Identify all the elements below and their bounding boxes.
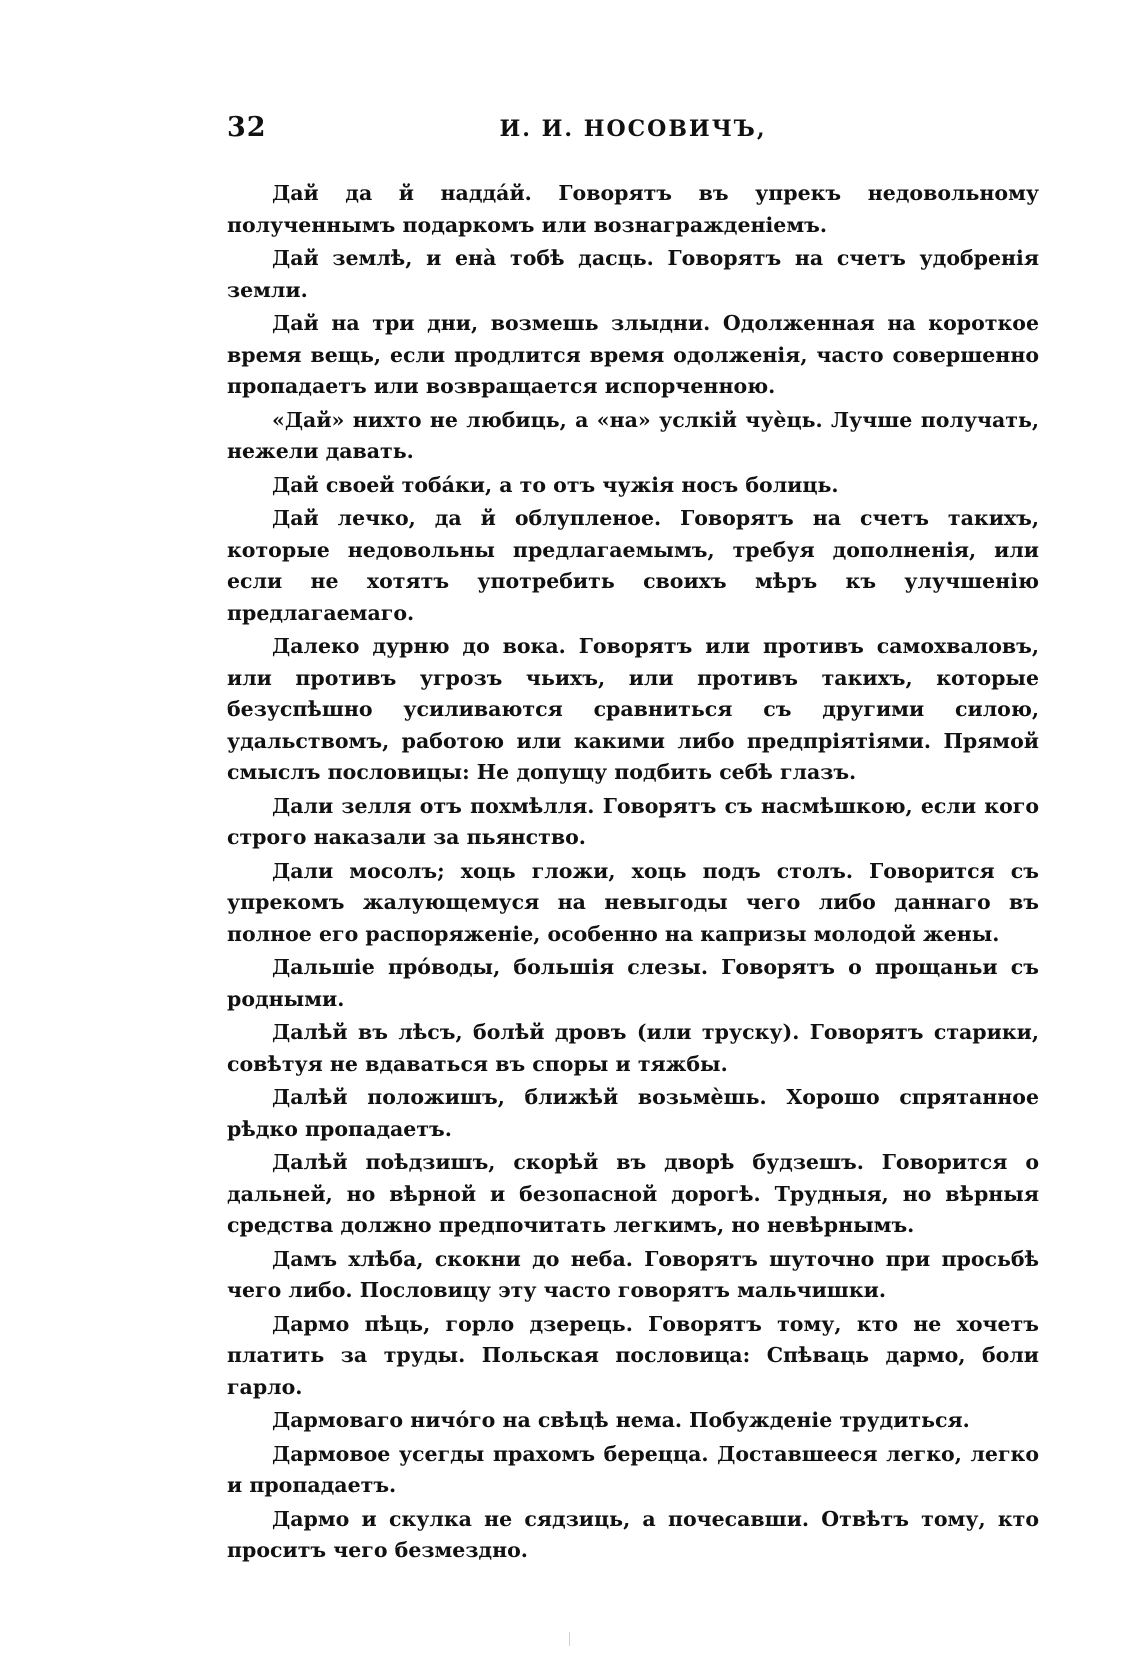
- proverb-entry: [227, 1082, 1039, 1145]
- proverb-text: Далѣй положишъ, ближѣй возьмѐшь.: [272, 1085, 767, 1109]
- proverb-text: Дай землѣ, и енà тобѣ дасць.: [272, 246, 654, 270]
- proverb-text: Дали мосолъ; хоць гложи, хоць подъ столъ.: [272, 858, 853, 883]
- proverb-text: Дай лечко, да й облупленое.: [272, 506, 662, 530]
- proverb-explanation: Хорошо спрятанное рѣдко пропадаетъ.: [227, 1085, 1039, 1141]
- proverb-text: Далѣй поѣдзишъ, скорѣй въ дворѣ будзешъ.: [272, 1150, 864, 1174]
- page-number: 32: [227, 112, 267, 143]
- proverb-entry: [227, 178, 1039, 241]
- proverb-explanation: Лучше получать, нежели давать.: [227, 407, 1039, 463]
- proverb-explanation: Говорятъ на счетъ удобренія земли.: [227, 246, 1039, 302]
- proverb-explanation: Говорятъ шуточно при просьбѣ чего либо. Пословицу эту часто говорятъ мальчишки.: [227, 1246, 1039, 1302]
- proverb-entry: [227, 1244, 1039, 1307]
- proverb-text: Дармоваго ничóго на свѣцѣ нема.: [272, 1408, 683, 1432]
- proverb-explanation: Говорятъ въ упрекъ недовольному полученнымъ подаркомъ или вознагражденіемъ.: [227, 181, 1039, 237]
- proverb-explanation: Говорятъ старики, совѣтуя не вдаваться въ споры и тяжбы.: [227, 1020, 1039, 1076]
- proverb-explanation: Говорятъ о прощаньи съ родными.: [227, 955, 1040, 1011]
- proverb-explanation: Говорится о дальней, но вѣрной и безопасной дорогѣ. Трудныя, но вѣрныя средства должно предпочитать легкимъ, но невѣрнымъ.: [227, 1150, 1039, 1237]
- proverb-text: Дармо и скулка не сядзиць, а почесавши.: [272, 1506, 810, 1531]
- proverb-explanation: Отвѣтъ тому, кто проситъ чего безмездно.: [227, 1506, 1040, 1562]
- proverb-entry: [227, 470, 1039, 502]
- proverb-entry: [227, 503, 1039, 629]
- proverb-list: [227, 178, 1039, 1569]
- proverb-text: Дали зелля отъ похмѣлля.: [272, 793, 595, 818]
- proverb-entry: [227, 308, 1039, 403]
- proverb-text: Далѣй въ лѣсъ, болѣй дровъ (или труску).: [272, 1020, 800, 1044]
- proverb-explanation: Говорятъ или противъ самохваловъ, или противъ угрозъ чьихъ, или противъ такихъ, которые безуспѣшно усиливаются сравниться съ другими силою, удальствомъ, работою или какими либо предпріятіями. Прямой смыслъ пословицы: Не допущу подбить себѣ глазъ.: [227, 634, 1040, 784]
- running-title: И. И. НОСОВИЧЪ,: [499, 116, 767, 142]
- proverb-explanation: Говорится съ упрекомъ жалующемуся на невыгоды чего либо даннаго въ полное его распоряженіе, особенно на капризы молодой жены.: [227, 858, 1039, 946]
- proverb-entry: [227, 1309, 1039, 1404]
- proverb-entry: [227, 1147, 1039, 1242]
- proverb-explanation: Говорятъ на счетъ такихъ, которые недовольны предлагаемымъ, требуя дополненія, или если не хотятъ употребить своихъ мѣръ къ улучшенію предлагаемаго.: [227, 506, 1039, 625]
- proverb-explanation: Доставшееся легко, легко и пропадаетъ.: [227, 1441, 1040, 1497]
- proverb-entry: [227, 1017, 1039, 1080]
- proverb-text: «Дай» нихто не любиць, а «на» услкій чуѐць.: [272, 407, 823, 432]
- proverb-entry: [227, 952, 1039, 1015]
- proverb-text: Дай на три дни, возмешь злыдни.: [272, 311, 711, 335]
- proverb-text: Дамъ хлѣба, скокни до неба.: [272, 1246, 633, 1271]
- proverb-entry: [227, 243, 1039, 306]
- proverb-entry: [227, 1504, 1039, 1567]
- proverb-entry: [227, 856, 1039, 951]
- proverb-text: Дальшіе прóводы, большія слезы.: [272, 955, 709, 979]
- proverb-explanation: Одолженная на короткое время вещь, если продлится время одолженія, часто совершенно пропадаетъ или возвращается испорченною.: [227, 311, 1039, 398]
- scan-mark: [569, 1632, 570, 1646]
- proverb-entry: [227, 1439, 1039, 1502]
- proverb-explanation: Побужденіе трудиться.: [689, 1408, 970, 1432]
- proverb-text: Дармо пѣць, горло дзерець.: [272, 1311, 633, 1336]
- proverb-text: Дай своей тобáки, а то отъ чужія носъ болиць.: [272, 472, 839, 497]
- proverb-text: Дай да й наддáй.: [272, 181, 532, 205]
- proverb-text: Дармовое усегды прахомъ берецца.: [272, 1441, 709, 1466]
- proverb-entry: [227, 631, 1039, 789]
- proverb-entry: [227, 1405, 1039, 1437]
- proverb-explanation: Говорятъ съ насмѣшкою, если кого строго наказали за пьянство.: [227, 793, 1040, 849]
- proverb-entry: [227, 405, 1039, 468]
- proverb-explanation: Говорятъ тому, кто не хочетъ платить за труды. Польская пословица: Спѣваць дармо, боли гарло.: [227, 1311, 1039, 1399]
- page-header: [227, 112, 1039, 152]
- proverb-entry: [227, 791, 1039, 854]
- proverb-text: Далеко дурню до вока.: [272, 634, 566, 658]
